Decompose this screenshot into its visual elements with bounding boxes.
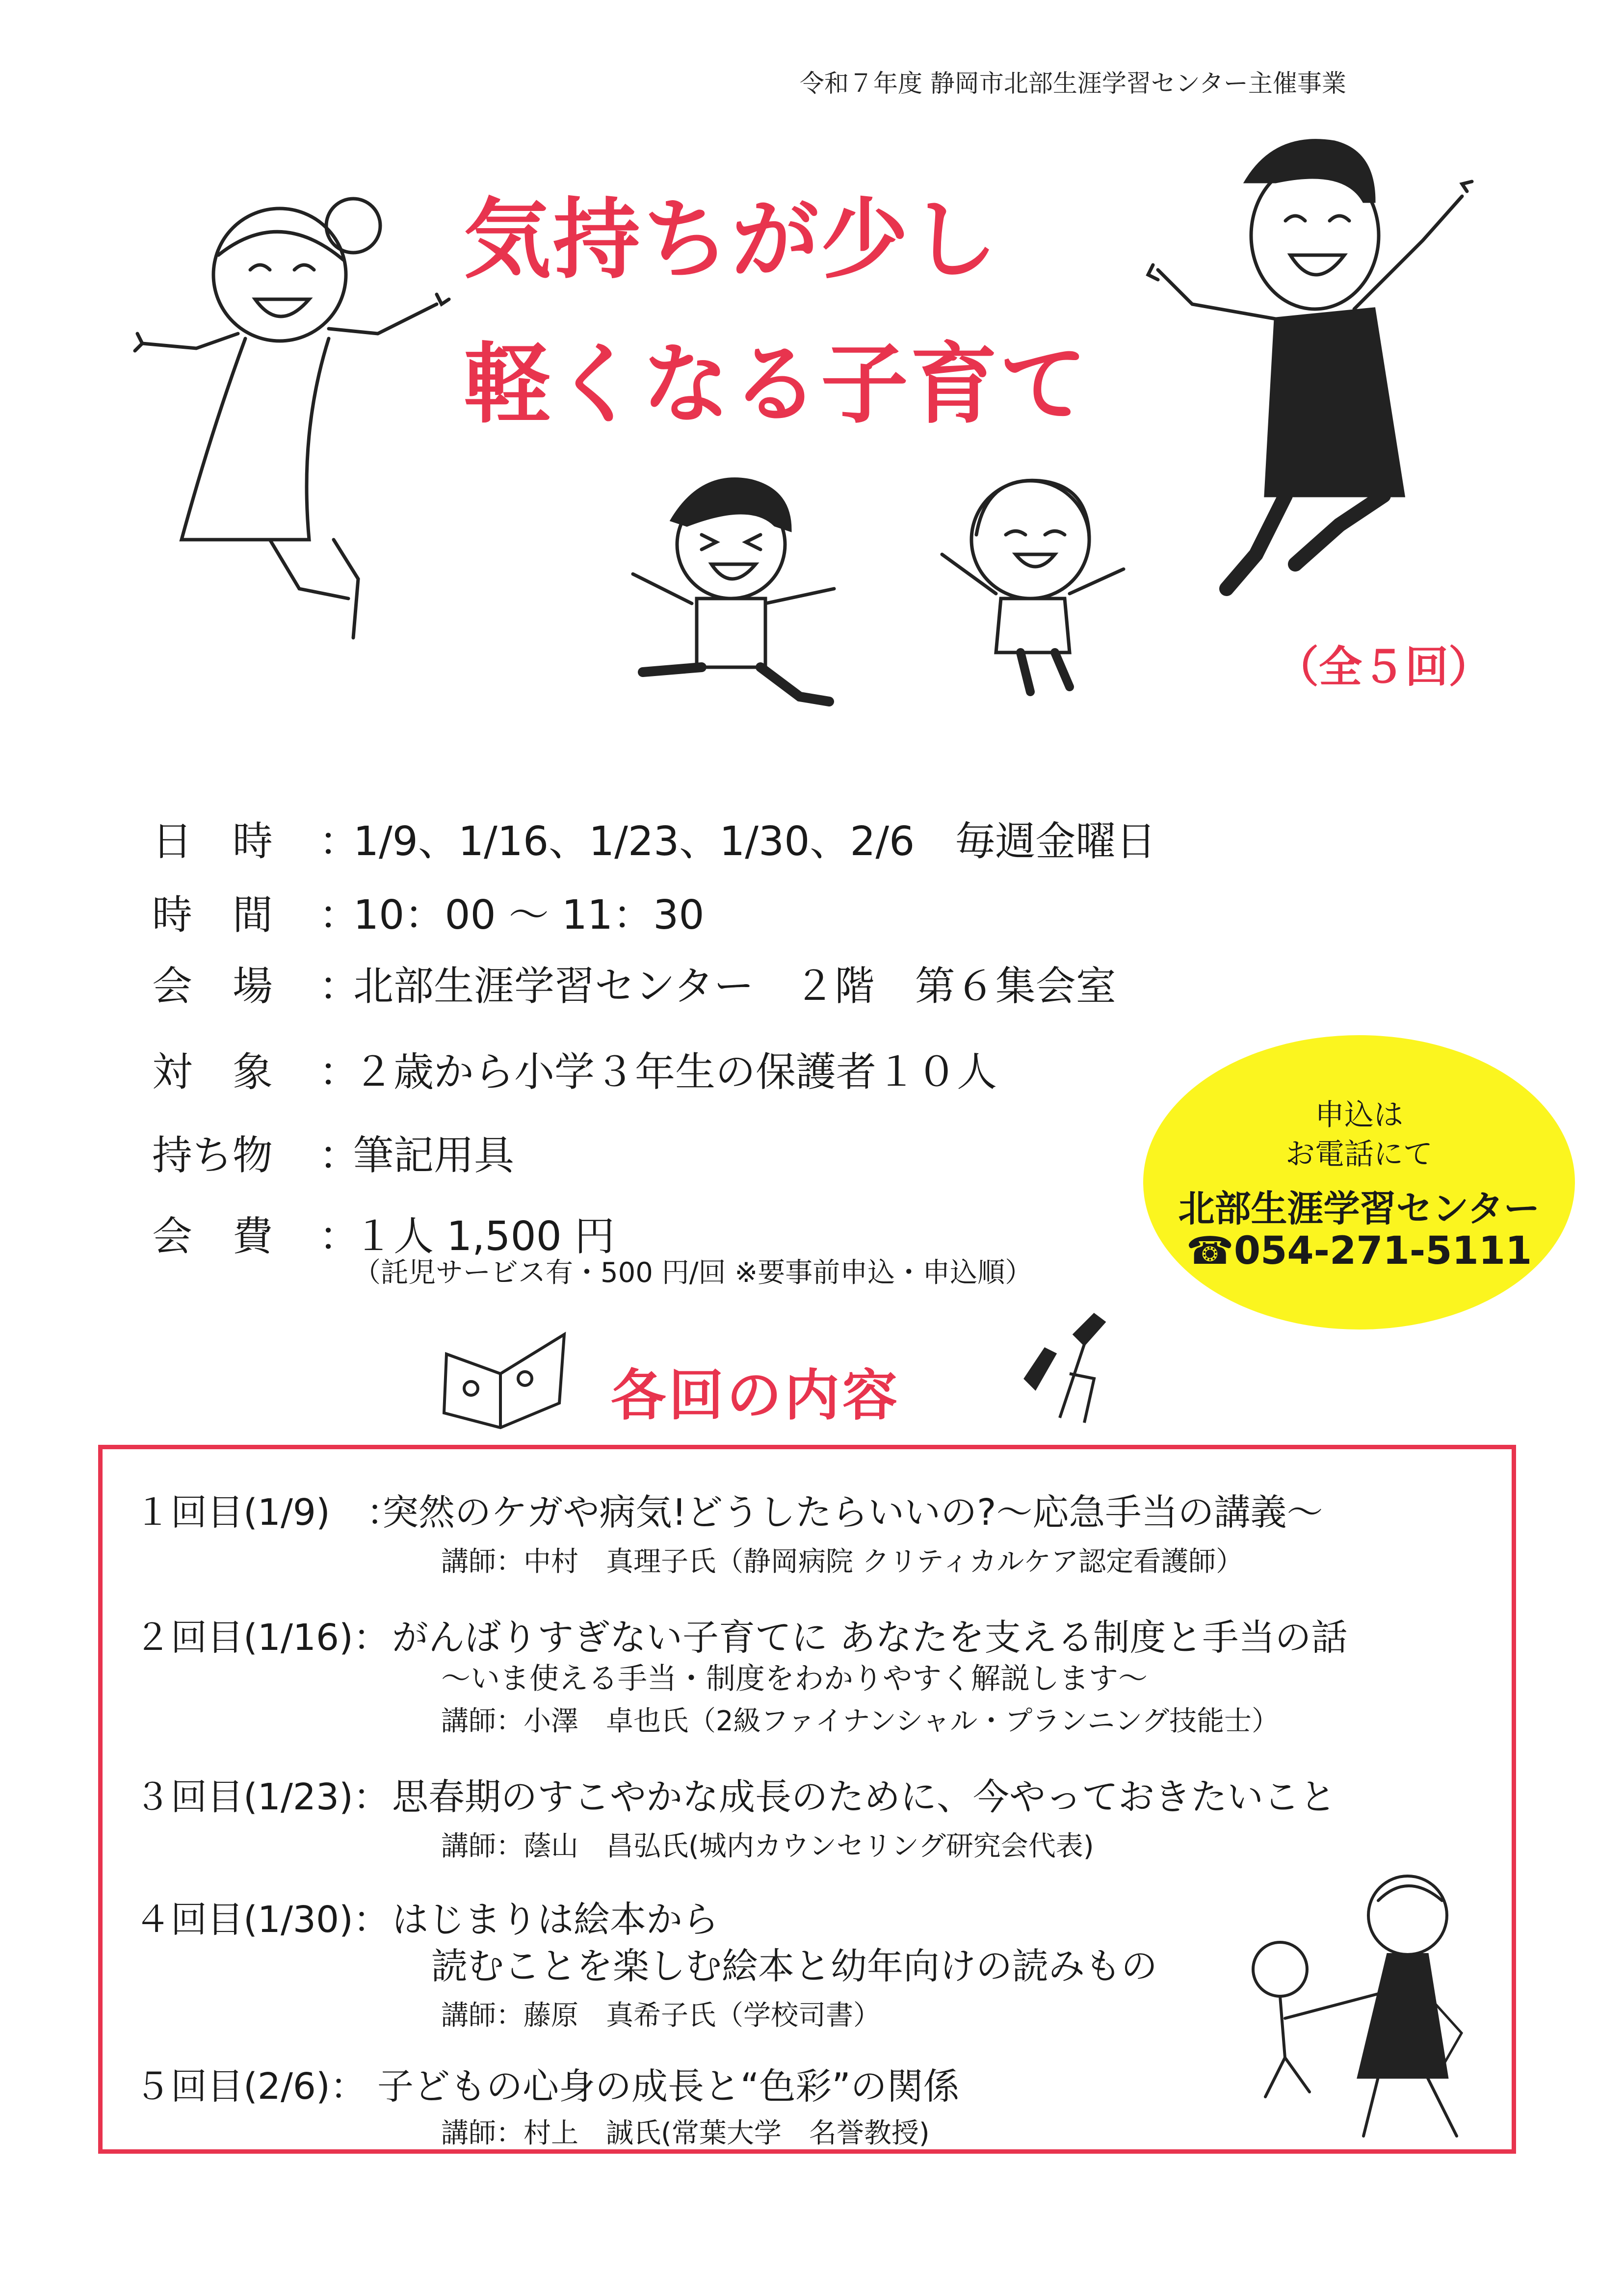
- info-row-datetime: [152, 809, 1156, 867]
- apply-center-name: 北部生涯学習センター: [1178, 1188, 1540, 1230]
- session-4-subtitle: 読むことを楽しむ絵本と幼年向けの読みもの: [431, 1945, 1157, 1987]
- info-value: 筆記用具: [353, 1132, 515, 1179]
- session-2-instructor: 講師：小澤 卓也氏（2級ファイナンシャル・プランニング技能士）: [441, 1705, 1280, 1737]
- info-row-items: [152, 1123, 514, 1181]
- session-1-title: 突然のケガや病気!どうしたらいいの?～応急手当の講義～: [382, 1491, 1323, 1534]
- session-5-instructor: 講師：村上 誠氏(常葉大学 名誉教授): [441, 2117, 930, 2149]
- info-value: ２歳から小学３年生の保護者１０人: [353, 1049, 997, 1096]
- page-title-line-2: 軽くなる子育て: [464, 334, 1089, 435]
- session-5-number: ５回目(2/6)：: [134, 2065, 367, 2108]
- parent-child-walking-illustration: [1231, 1871, 1486, 2146]
- organizer-note: 令和７年度 静岡市北部生涯学習センター主催事業: [800, 69, 1346, 98]
- session-4-number: ４回目(1/30)：: [134, 1899, 390, 1941]
- page-title-line-1: 気持ちが少し: [464, 189, 999, 290]
- mother-jumping-illustration: [123, 186, 476, 657]
- apply-info-badge: [1143, 1035, 1575, 1330]
- program-box: [98, 1445, 1516, 2154]
- contents-title: 各回の内容: [611, 1364, 900, 1428]
- session-4-title: はじまりは絵本から: [392, 1899, 719, 1941]
- fee-note: （託児サービス有・500 円/回 ※要事前申込・申込順）: [353, 1257, 1033, 1289]
- info-label: 会 場: [152, 963, 273, 1010]
- father-jumping-illustration: [1128, 123, 1521, 623]
- sessions-count: （全５回）: [1276, 642, 1492, 692]
- info-colon: ：: [319, 963, 360, 1010]
- apply-line-2: お電話にて: [1285, 1137, 1433, 1172]
- info-colon: ：: [319, 1132, 360, 1179]
- session-2-number: ２回目(1/16)：: [134, 1617, 390, 1659]
- session-5-title: 子どもの心身の成長と“色彩”の関係: [377, 2065, 960, 2108]
- info-label: 日 時: [152, 818, 273, 865]
- girl-jumping-illustration: [922, 456, 1168, 702]
- session-4-instructor: 講師：藤原 真希子氏（学校司書）: [441, 2000, 881, 2032]
- info-value: １人 1,500 円: [353, 1213, 615, 1260]
- session-2-title: がんばりすぎない子育てに あなたを支える制度と手当の話: [392, 1617, 1348, 1659]
- info-row-time: [152, 883, 705, 940]
- info-value: 北部生涯学習センター ２階 第６集会室: [353, 963, 1116, 1010]
- session-3-number: ３回目(1/23)：: [134, 1776, 390, 1818]
- session-1-instructor: 講師：中村 真理子氏（静岡病院 クリティカルケア認定看護師）: [441, 1546, 1244, 1578]
- session-3-title: 思春期のすこやかな成長のために、今やっておきたいこと: [392, 1776, 1336, 1818]
- info-value: 1/9、1/16、1/23、1/30、2/6 毎週金曜日: [353, 818, 1156, 865]
- info-colon: ：: [319, 818, 360, 865]
- paint-brushes-icon: [1011, 1305, 1119, 1437]
- picture-book-icon: [437, 1320, 574, 1433]
- session-1-number: １回目(1/9) ：: [134, 1491, 403, 1534]
- info-colon: ：: [319, 1049, 360, 1096]
- info-value: 10：00 ～ 11：30: [353, 892, 705, 939]
- apply-line-1: 申込は: [1315, 1098, 1403, 1132]
- info-colon: ：: [319, 892, 360, 939]
- info-label: 時 間: [152, 892, 273, 939]
- info-label: 対 象: [152, 1049, 273, 1096]
- info-row-target: [152, 1040, 997, 1097]
- info-row-venue: [152, 954, 1116, 1012]
- info-label: 会 費: [152, 1213, 273, 1260]
- info-colon: ：: [319, 1213, 360, 1260]
- session-2-subtitle: ～いま使える手当・制度をわかりやすく解説します～: [441, 1662, 1148, 1696]
- session-3-instructor: 講師：蔭山 昌弘氏(城内カウンセリング研究会代表): [441, 1830, 1094, 1862]
- info-label: 持ち物: [152, 1132, 273, 1179]
- apply-phone: ☎054-271-5111: [1186, 1229, 1532, 1273]
- boy-jumping-illustration: [603, 461, 868, 721]
